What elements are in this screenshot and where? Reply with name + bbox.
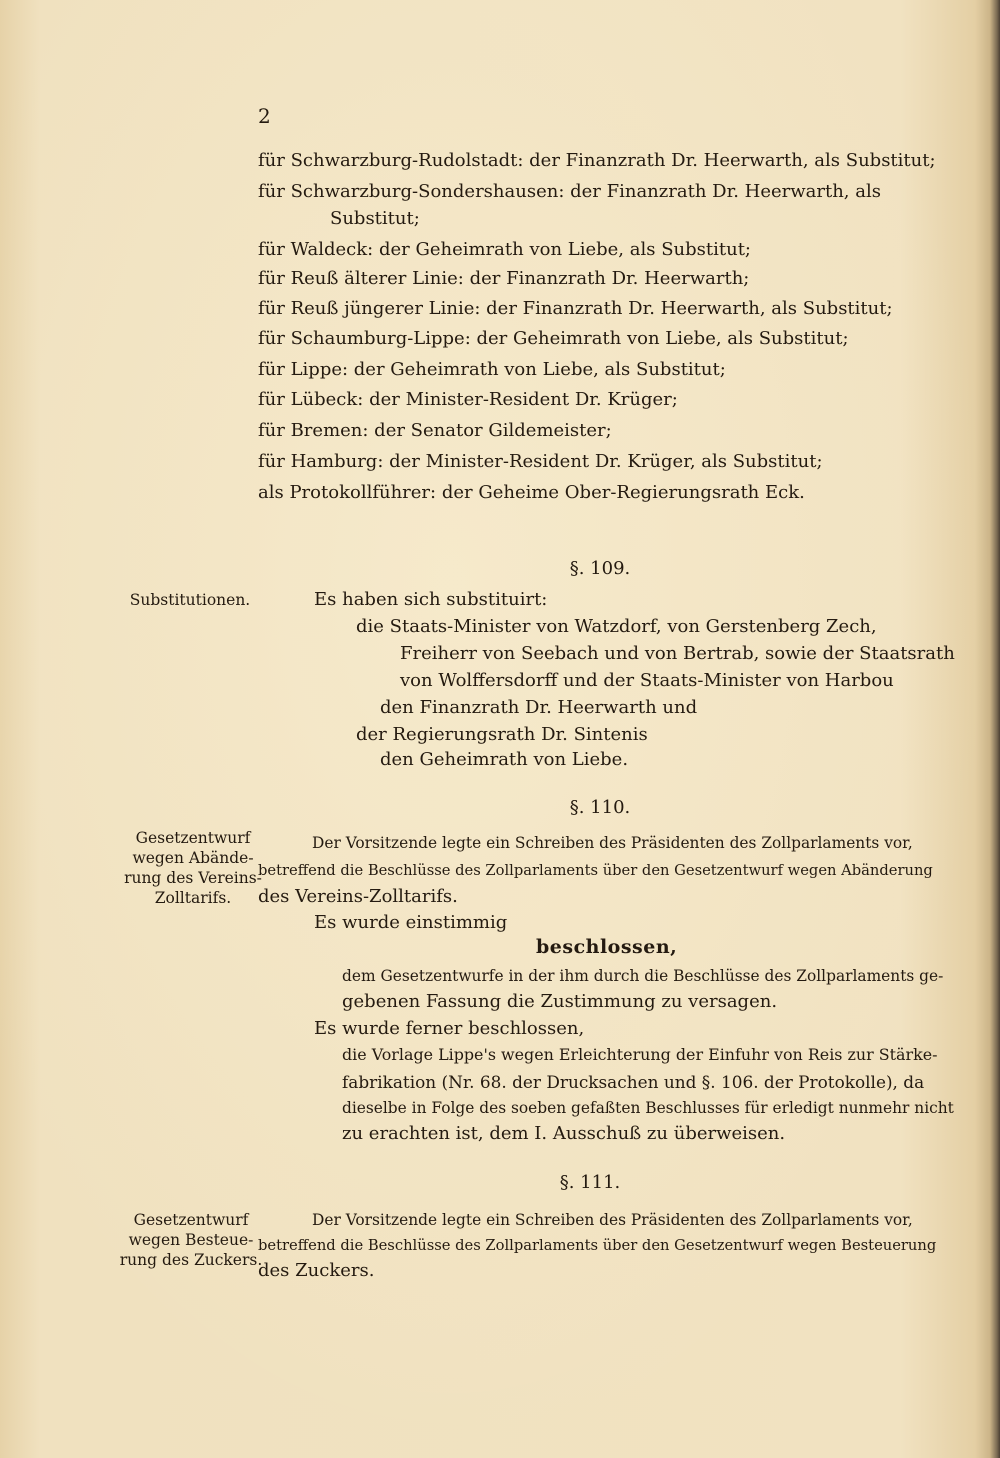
- s109-line: Es haben sich substituirt:: [314, 589, 548, 610]
- s111-line: betreffend die Beschlüsse des Zollparlaments über den Gesetzentwurf wegen Besteuerung: [258, 1237, 937, 1254]
- margin-line: Gesetzentwurf: [133, 1211, 249, 1229]
- page-number: 2: [258, 104, 271, 128]
- margin-line: Gesetzentwurf: [135, 829, 251, 847]
- delegate-line: für Lippe: der Geheimrath von Liebe, als Substitut;: [258, 359, 726, 380]
- s111-line: Der Vorsitzende legte ein Schreiben des Präsidenten des Zollparlaments vor,: [312, 1211, 913, 1229]
- delegate-line: für Schwarzburg-Sondershausen: der Finanzrath Dr. Heerwarth, als: [258, 181, 881, 202]
- s109-line: der Regierungsrath Dr. Sintenis: [356, 724, 648, 745]
- margin-note-abaenderung: [118, 828, 268, 908]
- s109-line: den Geheimrath von Liebe.: [380, 749, 629, 770]
- margin-line: rung des Vereins-: [124, 869, 262, 887]
- delegate-line: für Schaumburg-Lippe: der Geheimrath von Liebe, als Substitut;: [258, 328, 849, 349]
- delegate-line: als Protokollführer: der Geheime Ober-Regierungsrath Eck.: [258, 482, 805, 503]
- margin-line: wegen Abände-: [132, 849, 254, 867]
- delegate-line: für Reuß älterer Linie: der Finanzrath Dr. Heerwarth;: [258, 268, 750, 289]
- s110-line: zu erachten ist, dem I. Ausschuß zu überweisen.: [342, 1123, 786, 1144]
- margin-note-besteuerung: [116, 1210, 266, 1270]
- delegate-line: für Hamburg: der Minister-Resident Dr. Krüger, als Substitut;: [258, 451, 823, 472]
- s110-line: dieselbe in Folge des soeben gefaßten Beschlusses für erledigt nunmehr nicht: [342, 1099, 954, 1117]
- s110-line: dem Gesetzentwurfe in der ihm durch die Beschlüsse des Zollparlaments ge-: [342, 967, 944, 985]
- s110-line: Der Vorsitzende legte ein Schreiben des Präsidenten des Zollparlaments vor,: [312, 834, 913, 852]
- s110-line: Es wurde ferner beschlossen,: [314, 1018, 585, 1039]
- s111-line: des Zuckers.: [258, 1260, 375, 1281]
- s109-line: von Wolffersdorff und der Staats-Minister von Harbou: [400, 670, 894, 691]
- delegate-line: für Waldeck: der Geheimrath von Liebe, als Substitut;: [258, 239, 751, 260]
- s109-line: Freiherr von Seebach und von Bertrab, sowie der Staatsrath: [400, 643, 955, 664]
- margin-line: wegen Besteue-: [128, 1231, 254, 1249]
- s110-line: betreffend die Beschlüsse des Zollparlaments über den Gesetzentwurf wegen Abänderung: [258, 862, 933, 879]
- delegate-line: für Reuß jüngerer Linie: der Finanzrath Dr. Heerwarth, als Substitut;: [258, 298, 893, 319]
- s109-line: den Finanzrath Dr. Heerwarth und: [380, 697, 698, 718]
- delegate-line: für Schwarzburg-Rudolstadt: der Finanzrath Dr. Heerwarth, als Substitut;: [258, 150, 936, 171]
- section-heading-109: §. 109.: [569, 558, 631, 579]
- s109-line: die Staats-Minister von Watzdorf, von Gerstenberg Zech,: [356, 616, 877, 637]
- s110-line: Es wurde einstimmig: [314, 912, 508, 933]
- s110-line: fabrikation (Nr. 68. der Drucksachen und §. 106. der Protokolle), da: [342, 1072, 925, 1092]
- margin-line: Zolltarifs.: [154, 889, 232, 907]
- s110-line: die Vorlage Lippe's wegen Erleichterung der Einfuhr von Reis zur Stärke-: [342, 1045, 938, 1064]
- section-heading-111: §. 111.: [559, 1172, 621, 1193]
- section-heading-110: §. 110.: [569, 797, 631, 818]
- margin-note-substitutionen: Substitutionen.: [129, 591, 251, 609]
- delegate-line: für Bremen: der Senator Gildemeister;: [258, 420, 612, 441]
- margin-line: rung des Zuckers.: [119, 1251, 263, 1269]
- s110-resolved: beschlossen,: [536, 936, 678, 958]
- s110-line: gebenen Fassung die Zustimmung zu versagen.: [342, 991, 778, 1012]
- delegate-line: für Lübeck: der Minister-Resident Dr. Krüger;: [258, 389, 678, 410]
- s110-line: des Vereins-Zolltarifs.: [258, 886, 458, 907]
- delegate-line: Substitut;: [330, 208, 420, 229]
